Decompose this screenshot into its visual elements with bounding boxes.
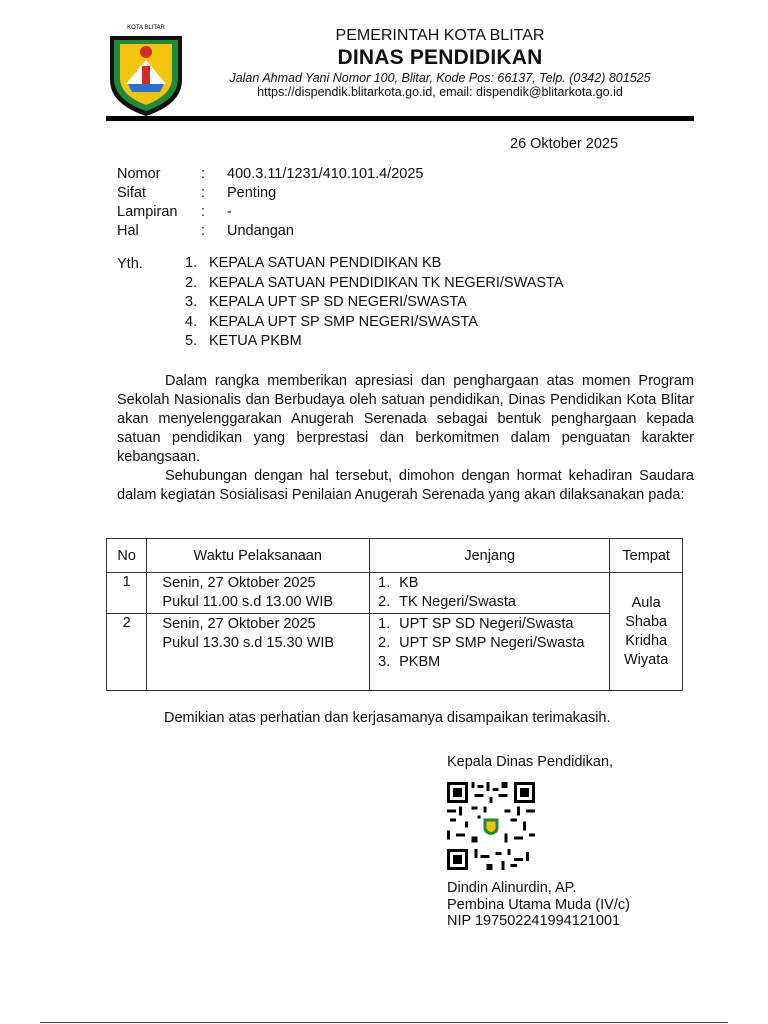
waktu-date: Senin, 27 Oktober 2025: [162, 616, 316, 632]
tempat-line: Wiyata: [624, 651, 669, 668]
meta-colon: :: [201, 166, 206, 182]
list-item-text: KEPALA UPT SP SMP NEGERI/SWASTA: [209, 313, 478, 330]
header-waktu: Waktu Pelaksanaan: [147, 539, 370, 573]
list-item-text: KEPALA SATUAN PENDIDIKAN TK NEGERI/SWASTA: [209, 274, 564, 291]
meta-label: Nomor: [117, 166, 161, 182]
cell-waktu: [147, 614, 370, 691]
logo-caption: KOTA BLITAR: [127, 25, 165, 31]
jenjang-item-number: 2.: [378, 635, 391, 651]
meta-colon: :: [201, 185, 206, 201]
list-item-text: KETUA PKBM: [209, 333, 302, 349]
header-no: No: [107, 539, 147, 573]
cell-no: 1: [107, 573, 147, 614]
tempat-line: Shaba: [625, 613, 668, 630]
signatory-title: Kepala Dinas Pendidikan,: [447, 754, 614, 770]
body-paragraph-2: Sehubungan dengan hal tersebut, dimohon dengan hormat kehadiran Saudara dalam kegiatan Sosialisasi Penilaian Anugerah Serenada yang akan dilaksanakan pada:: [117, 468, 694, 503]
qr-code-signature: [447, 782, 535, 870]
meta-label: Sifat: [117, 185, 147, 201]
meta-value: Undangan: [227, 223, 294, 239]
signatory-name: Dindin Alinurdin, AP.: [447, 880, 577, 896]
meta-value: Penting: [227, 185, 277, 201]
jenjang-item-text: KB: [399, 575, 419, 591]
schedule-table: [106, 538, 683, 691]
jenjang-item: [371, 593, 608, 612]
body-paragraph-1: Dalam rangka memberikan apresiasi dan penghargaan atas momen Program Sekolah Nasionalis dan Berbudaya oleh satuan pendidikan, Dinas Pendidikan Kota Blitar akan menyelenggarakan Anugerah Serenada sebagai bentuk penghargaan kepada satuan pendidikan yang berprestasi dan berkomitmen dalam penguatan karakter kebangsaan.: [117, 373, 694, 465]
meta-value: 400.3.11/1231/410.101.4/2025: [227, 166, 424, 182]
letterhead-address: Jalan Ahmad Yani Nomor 100, Blitar, Kode Pos: 66137, Telp. (0342) 801525: [229, 71, 651, 85]
cell-jenjang: [370, 614, 610, 691]
signatory-rank: Pembina Utama Muda (IV/c): [447, 896, 630, 913]
recipients-label: Yth.: [117, 256, 143, 272]
cell-tempat: [610, 573, 683, 691]
jenjang-item-text: UPT SP SMP Negeri/Swasta: [399, 635, 585, 651]
cell-waktu: [147, 573, 370, 614]
list-item-number: 5.: [185, 333, 198, 349]
meta-value: -: [227, 204, 232, 220]
letterhead-divider: [106, 116, 694, 121]
list-item-number: 1.: [185, 255, 198, 271]
meta-label: Lampiran: [117, 204, 178, 220]
letter-date: 26 Oktober 2025: [510, 136, 619, 152]
jenjang-item-number: 1.: [378, 575, 391, 591]
jenjang-item: [371, 574, 608, 593]
jenjang-item: [371, 653, 608, 672]
list-item-number: 3.: [185, 294, 198, 310]
header-tempat: Tempat: [610, 539, 683, 573]
cell-no: 2: [107, 614, 147, 691]
jenjang-item: [371, 634, 608, 653]
tempat-line: Kridha: [625, 632, 668, 649]
waktu-time: Pukul 11.00 s.d 13.00 WIB: [162, 594, 334, 610]
list-item-text: KEPALA UPT SP SD NEGERI/SWASTA: [209, 294, 467, 310]
cell-jenjang: [370, 573, 610, 614]
signatory-block: [447, 880, 630, 930]
meta-colon: :: [201, 223, 206, 239]
page-bottom-rule: [40, 1022, 728, 1023]
tempat-line: Aula: [631, 594, 661, 611]
jenjang-item-text: PKBM: [399, 654, 441, 670]
letterhead-government: PEMERINTAH KOTA BLITAR: [335, 27, 545, 44]
waktu-date: Senin, 27 Oktober 2025: [162, 575, 316, 591]
jenjang-item-text: UPT SP SD Negeri/Swasta: [399, 616, 574, 632]
jenjang-item-text: TK Negeri/Swasta: [399, 594, 516, 610]
city-emblem-logo: [104, 22, 188, 118]
list-item-number: 2.: [185, 274, 198, 291]
table-row: [107, 614, 683, 691]
waktu-time: Pukul 13.30 s.d 15.30 WIB: [162, 635, 335, 651]
list-item-number: 4.: [185, 313, 198, 330]
table-header-row: [107, 539, 683, 573]
header-jenjang: Jenjang: [370, 539, 610, 573]
jenjang-item-number: 2.: [378, 594, 391, 610]
jenjang-item: [371, 615, 608, 634]
meta-colon: :: [201, 204, 206, 220]
letterhead-web-email: https://dispendik.blitarkota.go.id, email: dispendik@blitarkota.go.id: [257, 85, 623, 99]
signatory-nip: NIP 197502241994121001: [447, 913, 621, 929]
closing-sentence: Demikian atas perhatian dan kerjasamanya disampaikan terimakasih.: [164, 710, 611, 726]
letterhead-contact: [200, 71, 680, 99]
jenjang-item-number: 3.: [378, 654, 391, 670]
meta-label: Hal: [117, 223, 139, 239]
table-row: [107, 573, 683, 614]
letterhead-agency: DINAS PENDIDIKAN: [337, 46, 543, 69]
jenjang-item-number: 1.: [378, 616, 391, 632]
list-item-text: KEPALA SATUAN PENDIDIKAN KB: [209, 255, 442, 271]
